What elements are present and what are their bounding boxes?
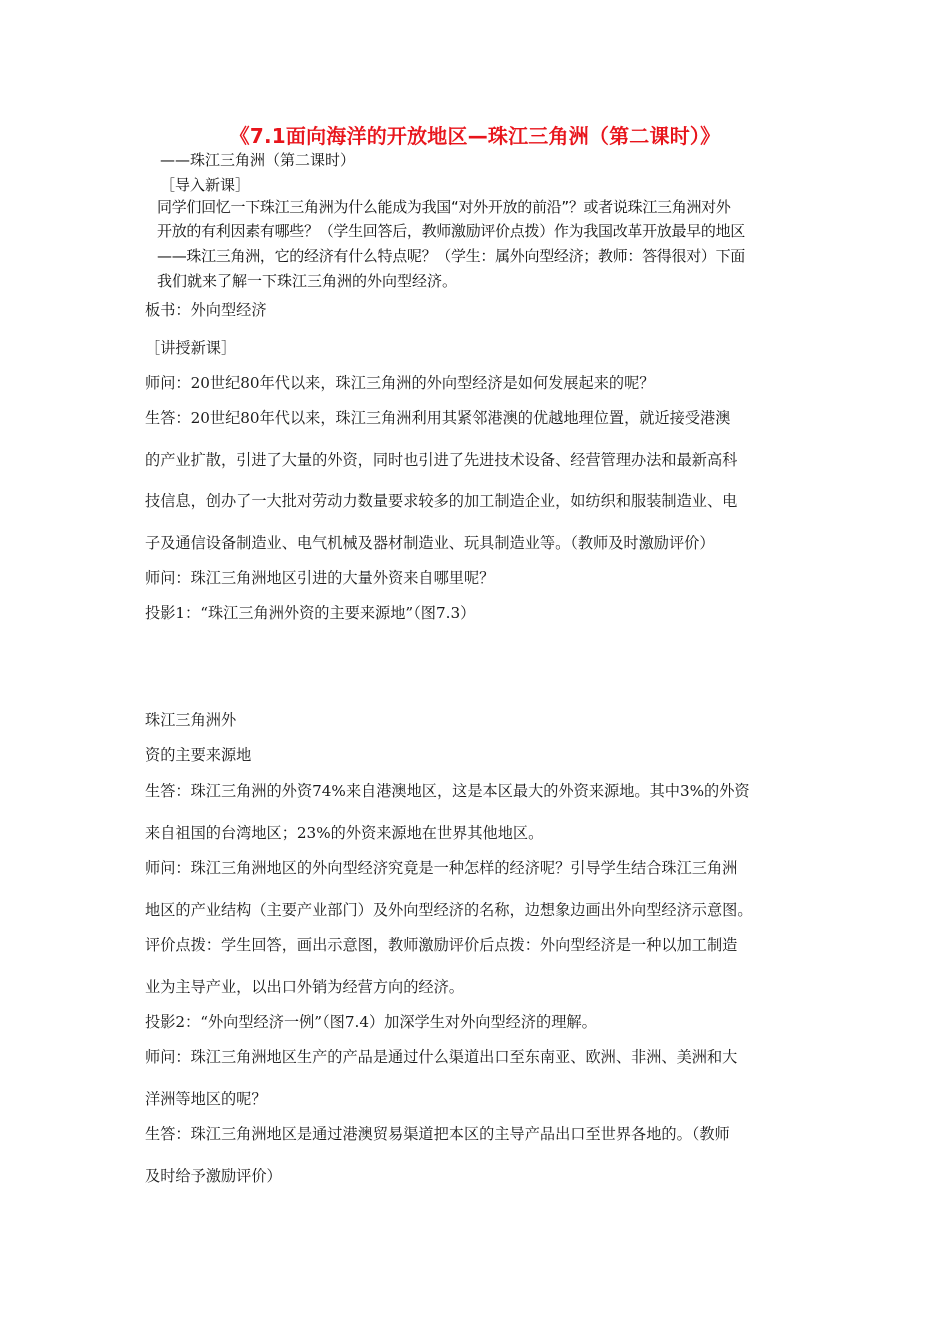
board-note: 板书：外向型经济 <box>145 301 267 319</box>
page-title: 《7.1面向海洋的开放地区—珠江三角洲（第二课时）》 <box>229 124 721 148</box>
paragraph-line: 来自祖国的台湾地区；23%的外资来源地在世界其他地区。 <box>145 824 544 842</box>
subtitle: ——珠江三角洲（第二课时） <box>160 151 356 169</box>
paragraph-line: 业为主导产业，以出口外销为经营方向的经济。 <box>145 978 464 996</box>
paragraph-line: 评价点拨：学生回答，画出示意图，教师激励评价后点拨：外向型经济是一种以加工制造 <box>145 936 738 954</box>
paragraph-line: 生答：20世纪80年代以来，珠江三角洲利用其紧邻港澳的优越地理位置，就近接受港澳 <box>145 409 731 427</box>
intro-line: ——珠江三角洲，它的经济有什么特点呢？（学生：属外向型经济；教师：答得很对）下面 <box>157 247 746 265</box>
paragraph-line: 及时给予激励评价） <box>145 1167 282 1185</box>
paragraph-line: 投影1：“珠江三角洲外资的主要来源地”（图7.3） <box>145 604 476 622</box>
figure-caption: 资的主要来源地 <box>145 746 252 764</box>
paragraph-line: 生答：珠江三角洲的外资74%来自港澳地区，这是本区最大的外资来源地。其中3%的外资 <box>145 782 750 800</box>
paragraph-line: 地区的产业结构（主要产业部门）及外向型经济的名称，边想象边画出外向型经济示意图。 <box>145 901 753 919</box>
intro-line: 开放的有利因素有哪些？（学生回答后，教师激励评价点拨）作为我国改革开放最早的地区 <box>157 222 746 240</box>
paragraph-line: 生答：珠江三角洲地区是通过港澳贸易渠道把本区的主导产品出口至世界各地的。（教师 <box>145 1125 730 1143</box>
section-heading-intro: ［导入新课］ <box>160 176 251 194</box>
paragraph-line: 投影2：“外向型经济一例”（图7.4）加深学生对外向型经济的理解。 <box>145 1013 597 1031</box>
paragraph-line: 洋洲等地区的呢？ <box>145 1090 267 1108</box>
paragraph-line: 师问：珠江三角洲地区的外向型经济究竟是一种怎样的经济呢？引导学生结合珠江三角洲 <box>145 859 738 877</box>
section-heading-lecture: ［讲授新课］ <box>145 339 237 357</box>
paragraph-line: 子及通信设备制造业、电气机械及器材制造业、玩具制造业等。（教师及时激励评价） <box>145 534 715 552</box>
paragraph-line: 师问：20世纪80年代以来，珠江三角洲的外向型经济是如何发展起来的呢？ <box>145 374 655 392</box>
paragraph-line: 技信息，创办了一大批对劳动力数量要求较多的加工制造企业，如纺织和服装制造业、电 <box>145 492 738 510</box>
figure-caption: 珠江三角洲外 <box>145 711 237 729</box>
paragraph-line: 的产业扩散，引进了大量的外资，同时也引进了先进技术设备、经营管理办法和最新高科 <box>145 451 738 469</box>
paragraph-line: 师问：珠江三角洲地区引进的大量外资来自哪里呢？ <box>145 569 495 587</box>
intro-line: 我们就来了解一下珠江三角洲的外向型经济。 <box>157 272 458 290</box>
intro-line: 同学们回忆一下珠江三角洲为什么能成为我国“对外开放的前沿”？或者说珠江三角洲对外 <box>157 198 731 216</box>
paragraph-line: 师问：珠江三角洲地区生产的产品是通过什么渠道出口至东南亚、欧洲、非洲、美洲和大 <box>145 1048 738 1066</box>
